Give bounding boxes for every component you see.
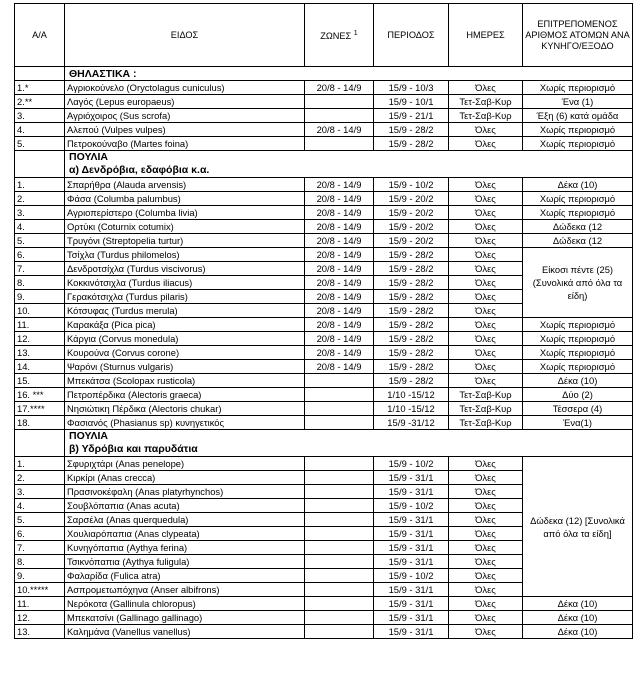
cell-zones: 20/8 - 14/9 xyxy=(305,192,374,206)
cell-aa: 3. xyxy=(15,109,65,123)
cell-limit: Χωρίς περιορισμό xyxy=(523,123,633,137)
cell-zones: 20/8 - 14/9 xyxy=(305,262,374,276)
cell-aa: 5. xyxy=(15,234,65,248)
cell-aa: 16. *** xyxy=(15,388,65,402)
cell-days: Όλες xyxy=(449,123,523,137)
cell-aa: 13. xyxy=(15,625,65,639)
cell-period: 15/9 - 10/2 xyxy=(374,457,449,471)
table-row xyxy=(15,192,633,206)
section-row xyxy=(15,430,633,457)
table-row xyxy=(15,206,633,220)
cell-species: Αλεπού (Vulpes vulpes) xyxy=(65,123,305,137)
cell-zones xyxy=(305,95,374,109)
cell-limit: Δέκα (10) xyxy=(523,374,633,388)
cell-aa: 1. xyxy=(15,457,65,471)
cell-zones xyxy=(305,583,374,597)
cell-zones xyxy=(305,416,374,430)
cell-zones: 20/8 - 14/9 xyxy=(305,360,374,374)
cell-limit: Τέσσερα (4) xyxy=(523,402,633,416)
cell-limit: Ένα (1) xyxy=(523,95,633,109)
cell-zones xyxy=(305,625,374,639)
cell-days: Όλες xyxy=(449,541,523,555)
table-row xyxy=(15,123,633,137)
cell-limit: Χωρίς περιορισμό xyxy=(523,346,633,360)
section-heading xyxy=(65,151,633,178)
cell-period: 15/9 - 31/1 xyxy=(374,513,449,527)
cell-period: 15/9 - 31/1 xyxy=(374,485,449,499)
cell-aa: 17.**** xyxy=(15,402,65,416)
cell-species: Καρακάξα (Pica pica) xyxy=(65,318,305,332)
cell-species: Φάσα (Columba palumbus) xyxy=(65,192,305,206)
cell-period: 15/9 - 28/2 xyxy=(374,123,449,137)
section-title: ΠΟΥΛΙΑ xyxy=(69,430,109,442)
cell-aa: 10.***** xyxy=(15,583,65,597)
cell-days: Όλες xyxy=(449,346,523,360)
cell-days: Όλες xyxy=(449,318,523,332)
cell-days: Όλες xyxy=(449,513,523,527)
cell-period: 15/9 - 10/2 xyxy=(374,178,449,192)
table-row xyxy=(15,318,633,332)
cell-aa: 7. xyxy=(15,262,65,276)
header-aa: Α/Α xyxy=(15,4,65,67)
cell-days: Τετ-Σαβ-Κυρ xyxy=(449,416,523,430)
cell-species: Πετροπέρδικα (Alectoris graeca) xyxy=(65,388,305,402)
cell-limit: Δέκα (10) xyxy=(523,611,633,625)
cell-period: 15/9 - 28/2 xyxy=(374,262,449,276)
section-title: ΠΟΥΛΙΑ xyxy=(69,151,109,163)
hunting-species-table xyxy=(14,3,633,639)
cell-days: Όλες xyxy=(449,262,523,276)
header-zones-footnote: 1 xyxy=(353,29,358,37)
cell-days: Όλες xyxy=(449,206,523,220)
cell-period: 15/9 - 31/1 xyxy=(374,583,449,597)
cell-species: Δενδροτσίχλα (Turdus viscivorus) xyxy=(65,262,305,276)
cell-days: Τετ-Σαβ-Κυρ xyxy=(449,109,523,123)
table-row xyxy=(15,109,633,123)
cell-days: Τετ-Σαβ-Κυρ xyxy=(449,402,523,416)
cell-period: 15/9 - 20/2 xyxy=(374,206,449,220)
cell-species: Κουρούνα (Corvus corone) xyxy=(65,346,305,360)
cell-days: Όλες xyxy=(449,192,523,206)
cell-zones: 20/8 - 14/9 xyxy=(305,346,374,360)
cell-days: Όλες xyxy=(449,569,523,583)
cell-zones: 20/8 - 14/9 xyxy=(305,123,374,137)
cell-aa: 15. xyxy=(15,374,65,388)
table-row xyxy=(15,81,633,95)
section-heading: ΘΗΛΑΣΤΙΚΑ : xyxy=(65,67,633,81)
cell-species: Κάργια (Corvus monedula) xyxy=(65,332,305,346)
table-row xyxy=(15,360,633,374)
cell-aa: 6. xyxy=(15,527,65,541)
cell-zones xyxy=(305,457,374,471)
cell-aa: 13. xyxy=(15,346,65,360)
cell-limit: Χωρίς περιορισμό xyxy=(523,192,633,206)
cell-aa: 12. xyxy=(15,332,65,346)
cell-period: 15/9 - 28/2 xyxy=(374,137,449,151)
cell-species: Ασπρομετωπόχηνα (Anser albifrons) xyxy=(65,583,305,597)
cell-aa: 9. xyxy=(15,290,65,304)
cell-period: 15/9 - 10/1 xyxy=(374,95,449,109)
cell-limit: Δώδεκα (12 xyxy=(523,234,633,248)
cell-zones xyxy=(305,402,374,416)
cell-limit: Δύο (2) xyxy=(523,388,633,402)
cell-zones xyxy=(305,109,374,123)
cell-period: 15/9 - 20/2 xyxy=(374,192,449,206)
cell-period: 1/10 -15/12 xyxy=(374,388,449,402)
table-row xyxy=(15,388,633,402)
cell-days: Όλες xyxy=(449,555,523,569)
section-row xyxy=(15,151,633,178)
cell-zones xyxy=(305,569,374,583)
cell-aa: 9. xyxy=(15,569,65,583)
cell-days: Τετ-Σαβ-Κυρ xyxy=(449,95,523,109)
cell-aa: 2. xyxy=(15,471,65,485)
cell-days: Όλες xyxy=(449,81,523,95)
cell-species: Κότσυφας (Turdus merula) xyxy=(65,304,305,318)
cell-species: Κιρκίρι (Anas crecca) xyxy=(65,471,305,485)
cell-species: Τσίχλα (Turdus philomelos) xyxy=(65,248,305,262)
table-row xyxy=(15,457,633,471)
cell-limit: Χωρίς περιορισμό xyxy=(523,81,633,95)
cell-days: Όλες xyxy=(449,597,523,611)
cell-period: 15/9 - 10/2 xyxy=(374,569,449,583)
table-row xyxy=(15,402,633,416)
group-limit-cell: Είκοσι πέντε (25) (Συνολικά από όλα τα είδη) xyxy=(523,248,633,318)
cell-aa: 4. xyxy=(15,123,65,137)
cell-species: Σαρσέλα (Anas querquedula) xyxy=(65,513,305,527)
cell-zones xyxy=(305,485,374,499)
cell-period: 15/9 - 21/1 xyxy=(374,109,449,123)
cell-aa: 4. xyxy=(15,220,65,234)
cell-days: Όλες xyxy=(449,234,523,248)
cell-species: Νησιώτικη Πέρδικα (Alectoris chukar) xyxy=(65,402,305,416)
cell-aa: 5. xyxy=(15,137,65,151)
cell-period: 15/9 - 20/2 xyxy=(374,234,449,248)
cell-days: Όλες xyxy=(449,457,523,471)
table-row xyxy=(15,220,633,234)
cell-species: Μπεκάτσα (Scolopax rusticola) xyxy=(65,374,305,388)
cell-period: 15/9 - 28/2 xyxy=(374,332,449,346)
cell-zones xyxy=(305,471,374,485)
table-row xyxy=(15,416,633,430)
cell-limit: Χωρίς περιορισμό xyxy=(523,206,633,220)
cell-aa: 3. xyxy=(15,206,65,220)
cell-zones: 20/8 - 14/9 xyxy=(305,276,374,290)
table-row xyxy=(15,248,633,262)
section-aa-cell xyxy=(15,430,65,457)
cell-days: Όλες xyxy=(449,485,523,499)
cell-zones: 20/8 - 14/9 xyxy=(305,304,374,318)
cell-species: Νερόκοτα (Gallinula chloropus) xyxy=(65,597,305,611)
cell-aa: 1. xyxy=(15,178,65,192)
cell-species: Ορτύκι (Coturnix cotumix) xyxy=(65,220,305,234)
cell-species: Πετροκούναβο (Martes foina) xyxy=(65,137,305,151)
cell-aa: 7. xyxy=(15,541,65,555)
cell-species: Αγριοπερίστερο (Columba livia) xyxy=(65,206,305,220)
cell-days: Όλες xyxy=(449,290,523,304)
cell-species: Κυνηγόπαπια (Aythya ferina) xyxy=(65,541,305,555)
cell-limit: Έξη (6) κατά ομάδα xyxy=(523,109,633,123)
cell-species: Σουβλόπαπια (Anas acuta) xyxy=(65,499,305,513)
table-row xyxy=(15,625,633,639)
cell-days: Όλες xyxy=(449,360,523,374)
cell-period: 15/9 - 28/2 xyxy=(374,360,449,374)
cell-zones: 20/8 - 14/9 xyxy=(305,318,374,332)
table-row xyxy=(15,611,633,625)
cell-zones: 20/8 - 14/9 xyxy=(305,81,374,95)
group-limit-cell: Δώδεκα (12) [Συνολικά από όλα τα είδη] xyxy=(523,457,633,597)
cell-zones: 20/8 - 14/9 xyxy=(305,290,374,304)
cell-days: Όλες xyxy=(449,178,523,192)
cell-aa: 2. xyxy=(15,192,65,206)
cell-aa: 8. xyxy=(15,555,65,569)
cell-period: 15/9 - 31/1 xyxy=(374,541,449,555)
cell-period: 15/9 - 31/1 xyxy=(374,555,449,569)
cell-aa: 3. xyxy=(15,485,65,499)
cell-species: Τρυγόνι (Streptopelia turtur) xyxy=(65,234,305,248)
cell-zones: 20/8 - 14/9 xyxy=(305,234,374,248)
cell-period: 1/10 -15/12 xyxy=(374,402,449,416)
cell-period: 15/9 - 20/2 xyxy=(374,220,449,234)
cell-days: Όλες xyxy=(449,304,523,318)
cell-aa: 11. xyxy=(15,597,65,611)
section-subtitle: β) Υδρόβια και παρυδάτια xyxy=(69,443,198,455)
cell-species: Ψαρόνι (Sturnus vulgaris) xyxy=(65,360,305,374)
cell-species: Πρασινοκέφαλη (Anas platyrhynchos) xyxy=(65,485,305,499)
header-zones xyxy=(305,4,374,67)
header-period: ΠΕΡΙΟΔΟΣ xyxy=(374,4,449,67)
cell-days: Όλες xyxy=(449,276,523,290)
cell-aa: 6. xyxy=(15,248,65,262)
table-body xyxy=(15,67,633,639)
cell-period: 15/9 - 31/1 xyxy=(374,625,449,639)
cell-zones: 20/8 - 14/9 xyxy=(305,248,374,262)
cell-days: Όλες xyxy=(449,332,523,346)
cell-species: Σπαρήθρα (Alauda arvensis) xyxy=(65,178,305,192)
cell-period: 15/9 - 31/1 xyxy=(374,471,449,485)
header-zones-text: ΖΩΝΕΣ xyxy=(320,31,352,42)
cell-species: Φασιανός (Phasianus sp) κυνηγετικός xyxy=(65,416,305,430)
cell-period: 15/9 - 28/2 xyxy=(374,276,449,290)
cell-period: 15/9 - 31/1 xyxy=(374,527,449,541)
cell-aa: 2.** xyxy=(15,95,65,109)
cell-days: Όλες xyxy=(449,137,523,151)
cell-zones: 20/8 - 14/9 xyxy=(305,220,374,234)
cell-period: 15/9 - 10/2 xyxy=(374,499,449,513)
header-row xyxy=(15,4,633,67)
cell-aa: 1.* xyxy=(15,81,65,95)
cell-days: Όλες xyxy=(449,625,523,639)
cell-species: Γερακότσιχλα (Turdus pilaris) xyxy=(65,290,305,304)
cell-zones: 20/8 - 14/9 xyxy=(305,206,374,220)
cell-species: Λαγός (Lepus europaeus) xyxy=(65,95,305,109)
cell-period: 15/9 - 28/2 xyxy=(374,290,449,304)
cell-period: 15/9 -31/12 xyxy=(374,416,449,430)
cell-days: Όλες xyxy=(449,611,523,625)
table-row xyxy=(15,137,633,151)
cell-limit: Χωρίς περιορισμό xyxy=(523,137,633,151)
cell-days: Τετ-Σαβ-Κυρ xyxy=(449,388,523,402)
cell-limit: Δέκα (10) xyxy=(523,625,633,639)
cell-species: Χουλιαρόπαπια (Anas clypeata) xyxy=(65,527,305,541)
cell-period: 15/9 - 28/2 xyxy=(374,304,449,318)
header-species: ΕΙΔΟΣ xyxy=(65,4,305,67)
section-heading xyxy=(65,430,633,457)
cell-zones: 20/8 - 14/9 xyxy=(305,332,374,346)
cell-limit: Χωρίς περιορισμό xyxy=(523,318,633,332)
cell-days: Όλες xyxy=(449,248,523,262)
cell-zones xyxy=(305,499,374,513)
cell-zones xyxy=(305,611,374,625)
cell-zones xyxy=(305,388,374,402)
cell-zones xyxy=(305,374,374,388)
table-row xyxy=(15,95,633,109)
cell-aa: 14. xyxy=(15,360,65,374)
cell-limit: Δώδεκα (12 xyxy=(523,220,633,234)
cell-zones xyxy=(305,513,374,527)
cell-zones xyxy=(305,137,374,151)
cell-days: Όλες xyxy=(449,499,523,513)
cell-aa: 5. xyxy=(15,513,65,527)
cell-period: 15/9 - 31/1 xyxy=(374,597,449,611)
cell-period: 15/9 - 28/2 xyxy=(374,374,449,388)
cell-period: 15/9 - 28/2 xyxy=(374,248,449,262)
cell-species: Μπεκατσίνι (Gallinago gallinago) xyxy=(65,611,305,625)
cell-days: Όλες xyxy=(449,471,523,485)
cell-aa: 8. xyxy=(15,276,65,290)
cell-species: Καλημάνα (Vanellus vanellus) xyxy=(65,625,305,639)
table-row xyxy=(15,374,633,388)
cell-limit: Χωρίς περιορισμό xyxy=(523,332,633,346)
cell-zones xyxy=(305,541,374,555)
cell-species: Σφυριχτάρι (Anas penelope) xyxy=(65,457,305,471)
table-row xyxy=(15,234,633,248)
cell-species: Κοκκινότσιχλα (Turdus iliacus) xyxy=(65,276,305,290)
table-row xyxy=(15,346,633,360)
section-subtitle: α) Δενδρόβια, εδαφόβια κ.α. xyxy=(69,164,210,176)
cell-zones xyxy=(305,597,374,611)
header-limit: ΕΠΙΤΡΕΠΟΜΕΝΟΣ ΑΡΙΘΜΟΣ ΑΤΟΜΩΝ ΑΝΑ ΚΥΝΗΓΟ/ΕΞΟΔΟ xyxy=(523,4,633,67)
cell-days: Όλες xyxy=(449,583,523,597)
cell-species: Αγριόχοιρος (Sus scrofa) xyxy=(65,109,305,123)
cell-period: 15/9 - 10/3 xyxy=(374,81,449,95)
header-days: ΗΜΕΡΕΣ xyxy=(449,4,523,67)
cell-period: 15/9 - 31/1 xyxy=(374,611,449,625)
cell-species: Αγριοκούνελο (Oryctolagus cuniculus) xyxy=(65,81,305,95)
cell-days: Όλες xyxy=(449,220,523,234)
section-aa-cell xyxy=(15,151,65,178)
cell-limit: Χωρίς περιορισμό xyxy=(523,360,633,374)
table-row xyxy=(15,597,633,611)
section-aa-cell xyxy=(15,67,65,81)
cell-aa: 10. xyxy=(15,304,65,318)
cell-days: Όλες xyxy=(449,374,523,388)
section-row xyxy=(15,67,633,81)
cell-zones: 20/8 - 14/9 xyxy=(305,178,374,192)
cell-days: Όλες xyxy=(449,527,523,541)
cell-species: Τσικνόπαπια (Aythya fuligula) xyxy=(65,555,305,569)
cell-period: 15/9 - 28/2 xyxy=(374,318,449,332)
cell-limit: Ένα(1) xyxy=(523,416,633,430)
cell-aa: 18. xyxy=(15,416,65,430)
cell-aa: 4. xyxy=(15,499,65,513)
table-row xyxy=(15,178,633,192)
cell-aa: 12. xyxy=(15,611,65,625)
cell-zones xyxy=(305,555,374,569)
table-row xyxy=(15,332,633,346)
cell-limit: Δέκα (10) xyxy=(523,178,633,192)
cell-zones xyxy=(305,527,374,541)
cell-aa: 11. xyxy=(15,318,65,332)
cell-period: 15/9 - 28/2 xyxy=(374,346,449,360)
cell-species: Φαλαρίδα (Fulica atra) xyxy=(65,569,305,583)
cell-limit: Δέκα (10) xyxy=(523,597,633,611)
